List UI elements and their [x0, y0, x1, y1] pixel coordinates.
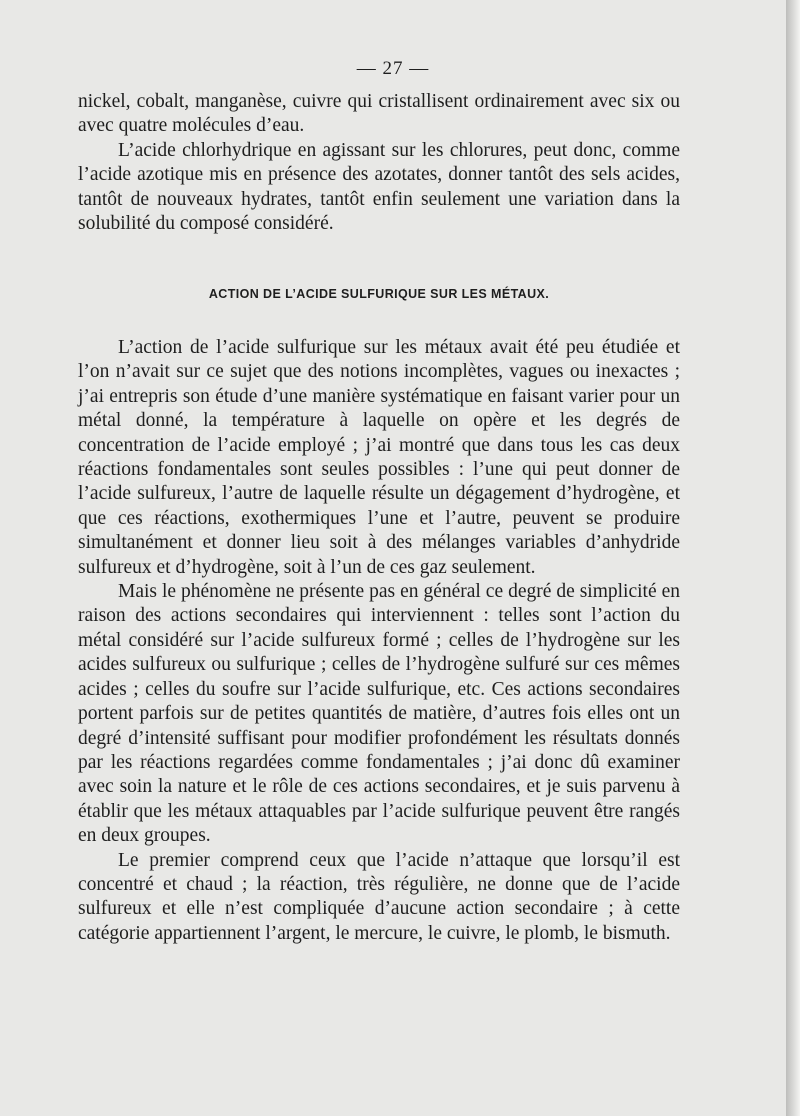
section-text: [78, 336, 680, 946]
intro-paragraph-1: nickel, cobalt, manganèse, cuivre qui cristallisent ordinairement avec six ou avec quatre molécules d’eau.: [78, 91, 680, 137]
intro-text: [78, 90, 680, 236]
section-paragraph-2: Mais le phénomène ne présente pas en général ce degré de simplicité en raison des actions secondaires qui interviennent : telles sont l’action du métal considéré sur l’acide sulfureux formé ; celles de l’hydrogène sur les acides sulfureux ou sulfurique ; celles de l’hydrogène sulfuré sur ces mêmes acides ; celles du soufre sur l’acide sulfurique, etc. Ces actions secondaires portent parfois sur de petites quantités de matière, d’autres fois elles ont un degré d’intensité suffisant pour modifier profondément les résultats donnés par les réactions regardées comme fondamentales ; j’ai donc dû examiner avec soin la nature et le rôle de ces actions secondaires, et je suis parvenu à établir que les métaux attaquables par l’acide sulfurique peuvent être rangés en deux groupes.: [78, 581, 680, 847]
page-edge: [786, 0, 800, 1116]
section-heading: ACTION DE L’ACIDE SULFURIQUE SUR LES MÉTAUX.: [208, 287, 550, 301]
page-number: — 27 —: [356, 58, 430, 79]
section-paragraph-3: Le premier comprend ceux que l’acide n’attaque que lorsqu’il est concentré et chaud ; la réaction, très régulière, ne donne que de l’acide sulfureux et elle n’est compliquée d’aucune action secondaire ; à cette catégorie appartiennent l’argent, le mercure, le cuivre, le plomb, le bismuth.: [78, 849, 680, 944]
section-paragraph-1: L’action de l’acide sulfurique sur les métaux avait été peu étudiée et l’on n’avait sur ce sujet que des notions incomplètes, vagues ou inexactes ; j’ai entrepris son étude d’une manière systématique en faisant varier pour un métal donné, la température à laquelle on opère et les degrés de concentration de l’acide employé ; j’ai montré que dans tous les cas deux réactions fondamentales sont seules possibles : l’une qui peut donner de l’acide sulfureux, l’autre de laquelle résulte un dégagement d’hydrogène, et que ces réactions, exothermiques l’une et l’autre, peuvent se produire simultanément et donner lieu soit à des mélanges variables d’anhydride sulfureux et d’hydrogène, soit à l’un de ces gaz seulement.: [78, 337, 680, 578]
intro-paragraph-2: L’acide chlorhydrique en agissant sur les chlorures, peut donc, comme l’acide azotique mis en présence des azotates, donner tantôt des sels acides, tantôt de nouveaux hydrates, tantôt enfin seulement une variation dans la solubilité du composé considéré.: [78, 139, 680, 235]
